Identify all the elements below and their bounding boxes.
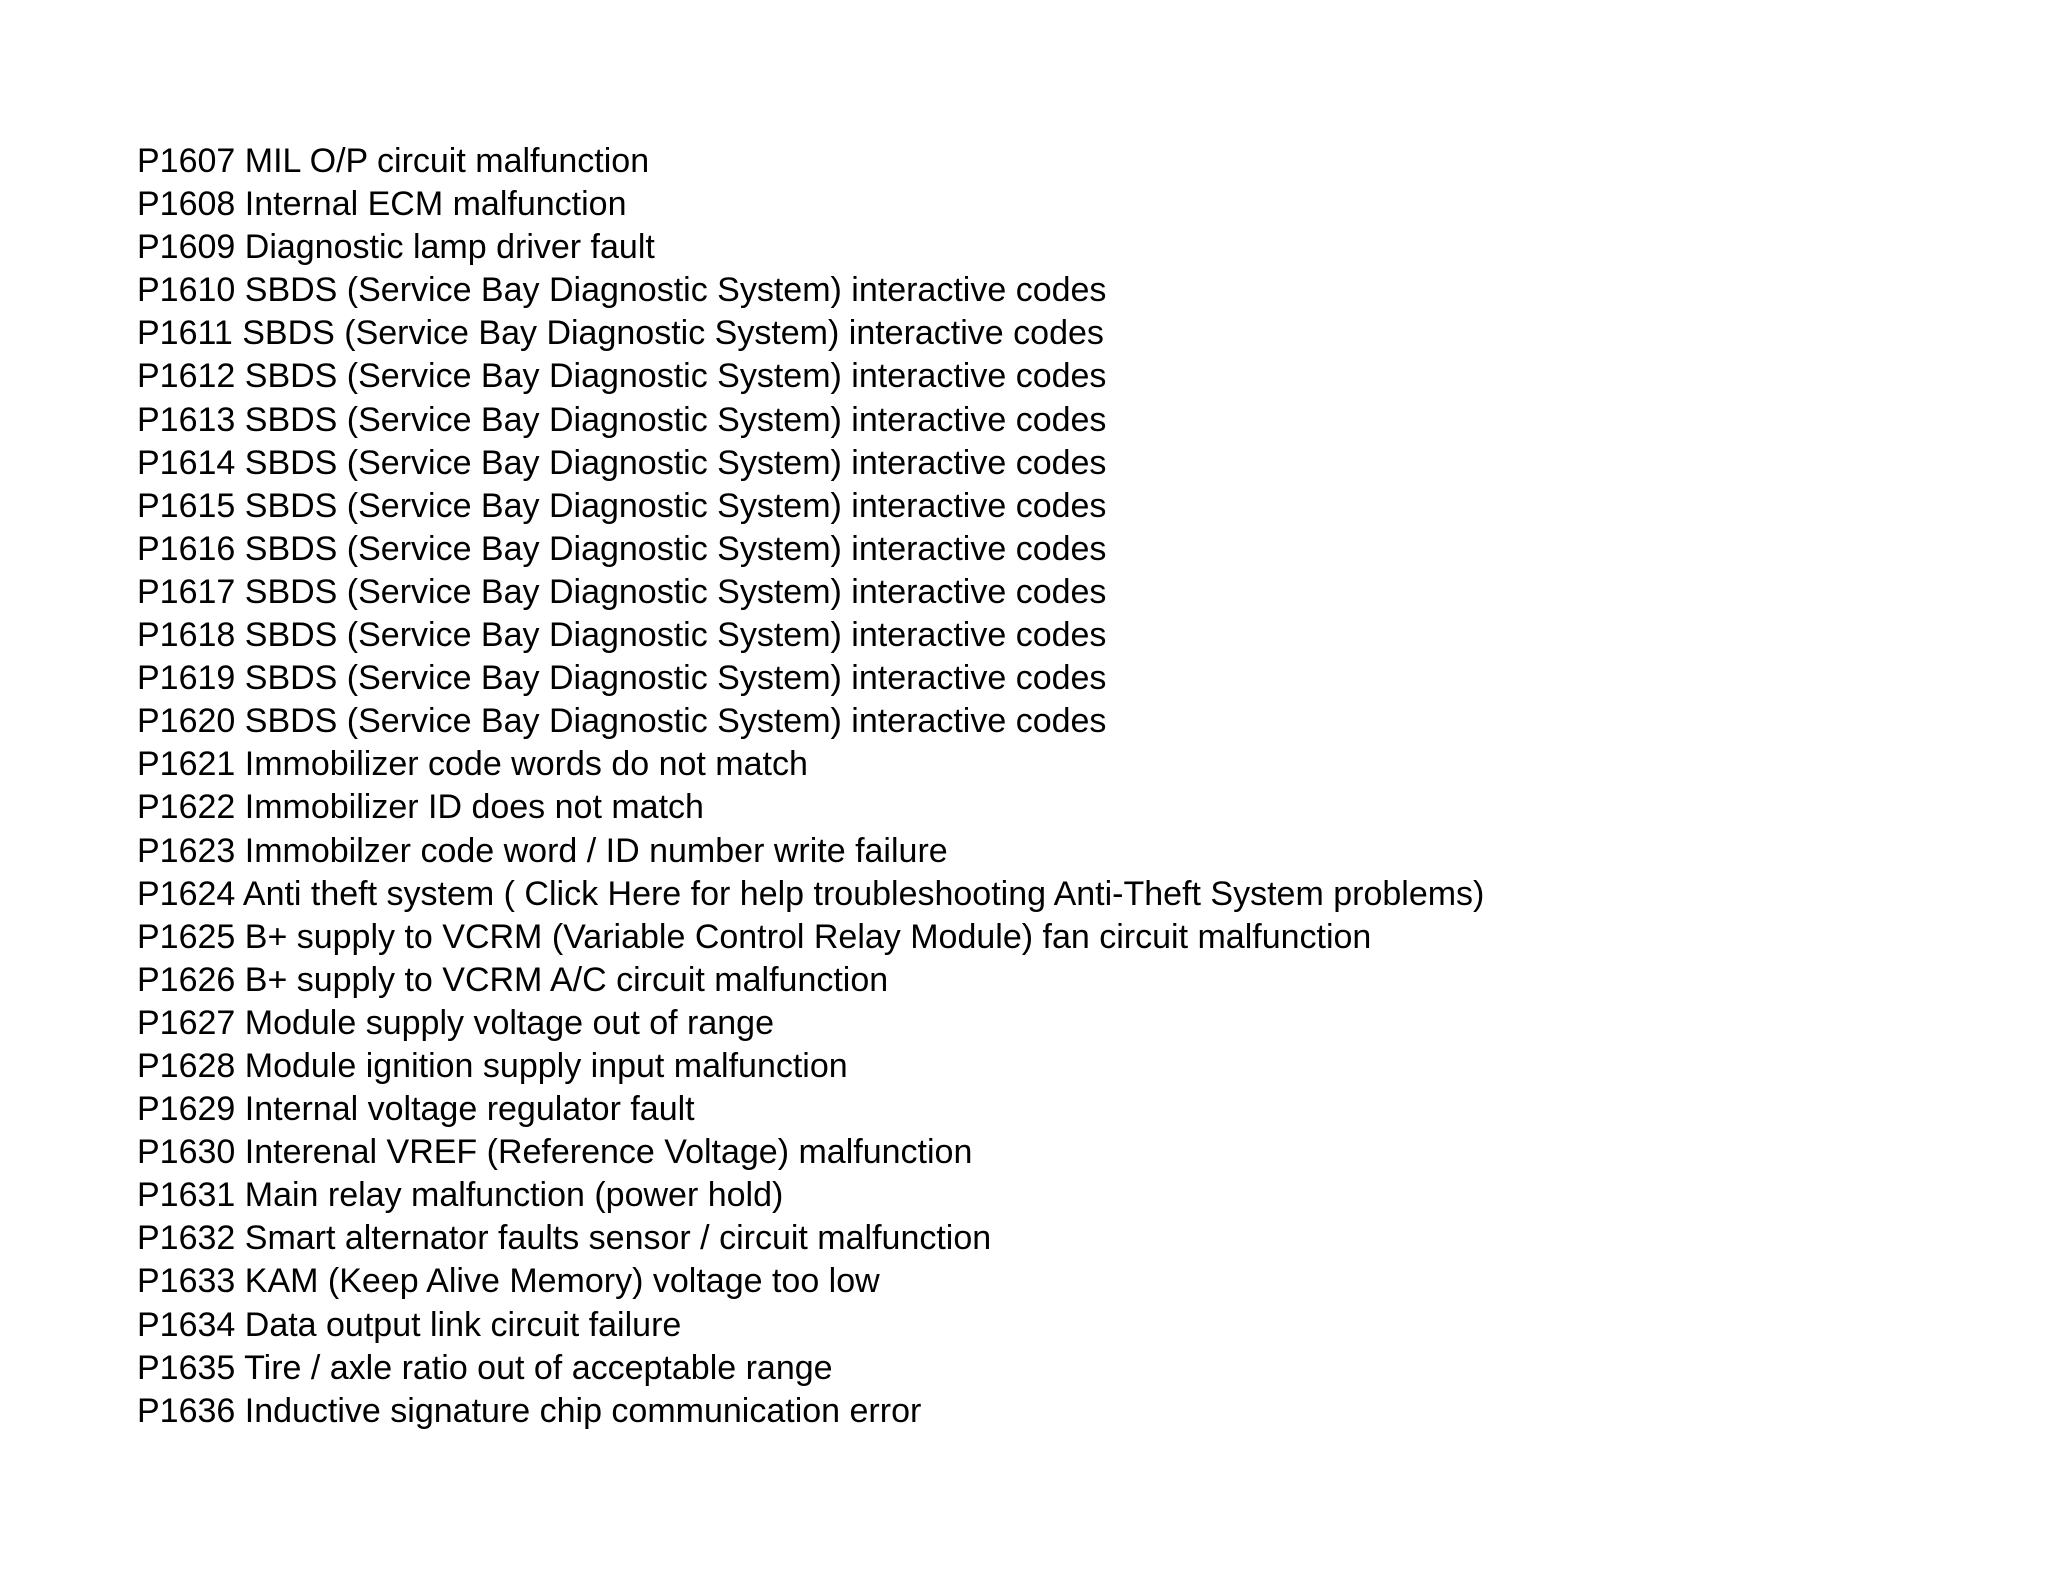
code-line: P1624 Anti theft system ( Click Here for help troubleshooting Anti-Theft System problems) — [137, 874, 1485, 913]
code-line: P1630 Interenal VREF (Reference Voltage) malfunction — [137, 1133, 973, 1172]
code-line: P1617 SBDS (Service Bay Diagnostic System) interactive codes — [137, 572, 1107, 611]
code-line: P1616 SBDS (Service Bay Diagnostic System) interactive codes — [137, 529, 1107, 568]
code-line: P1618 SBDS (Service Bay Diagnostic System) interactive codes — [137, 616, 1107, 655]
code-line: P1615 SBDS (Service Bay Diagnostic System) interactive codes — [137, 486, 1107, 525]
code-line: P1613 SBDS (Service Bay Diagnostic System) interactive codes — [137, 400, 1107, 439]
code-line: P1612 SBDS (Service Bay Diagnostic System) interactive codes — [137, 357, 1107, 396]
code-line: P1629 Internal voltage regulator fault — [137, 1090, 695, 1129]
code-line: P1627 Module supply voltage out of range — [137, 1003, 775, 1042]
code-line: P1607 MIL O/P circuit malfunction — [137, 142, 650, 180]
code-line: P1623 Immobilzer code word / ID number write failure — [137, 831, 948, 870]
code-line: P1633 KAM (Keep Alive Memory) voltage too low — [137, 1262, 880, 1301]
code-line: P1621 Immobilizer code words do not match — [137, 745, 808, 784]
code-line: P1619 SBDS (Service Bay Diagnostic System) interactive codes — [137, 659, 1107, 698]
code-line: P1636 Inductive signature chip communication error — [137, 1391, 922, 1430]
code-line: P1634 Data output link circuit failure — [137, 1305, 682, 1344]
trouble-code-list — [137, 140, 1484, 1433]
code-line: P1625 B+ supply to VCRM (Variable Control Relay Module) fan circuit malfunction — [137, 917, 1372, 956]
code-line: P1628 Module ignition supply input malfunction — [137, 1046, 848, 1085]
code-line: P1614 SBDS (Service Bay Diagnostic System) interactive codes — [137, 443, 1107, 482]
code-line: P1631 Main relay malfunction (power hold) — [137, 1176, 784, 1215]
code-line: P1635 Tire / axle ratio out of acceptable range — [137, 1348, 833, 1387]
code-line: P1620 SBDS (Service Bay Diagnostic System) interactive codes — [137, 702, 1107, 741]
code-line: P1632 Smart alternator faults sensor / circuit malfunction — [137, 1219, 992, 1258]
code-line: P1608 Internal ECM malfunction — [137, 185, 627, 224]
code-line: P1626 B+ supply to VCRM A/C circuit malfunction — [137, 960, 889, 999]
code-line: P1610 SBDS (Service Bay Diagnostic System) interactive codes — [137, 271, 1107, 310]
code-line: P1622 Immobilizer ID does not match — [137, 788, 704, 827]
code-line: P1611 SBDS (Service Bay Diagnostic System) interactive codes — [137, 314, 1104, 353]
code-line: P1609 Diagnostic lamp driver fault — [137, 228, 655, 267]
